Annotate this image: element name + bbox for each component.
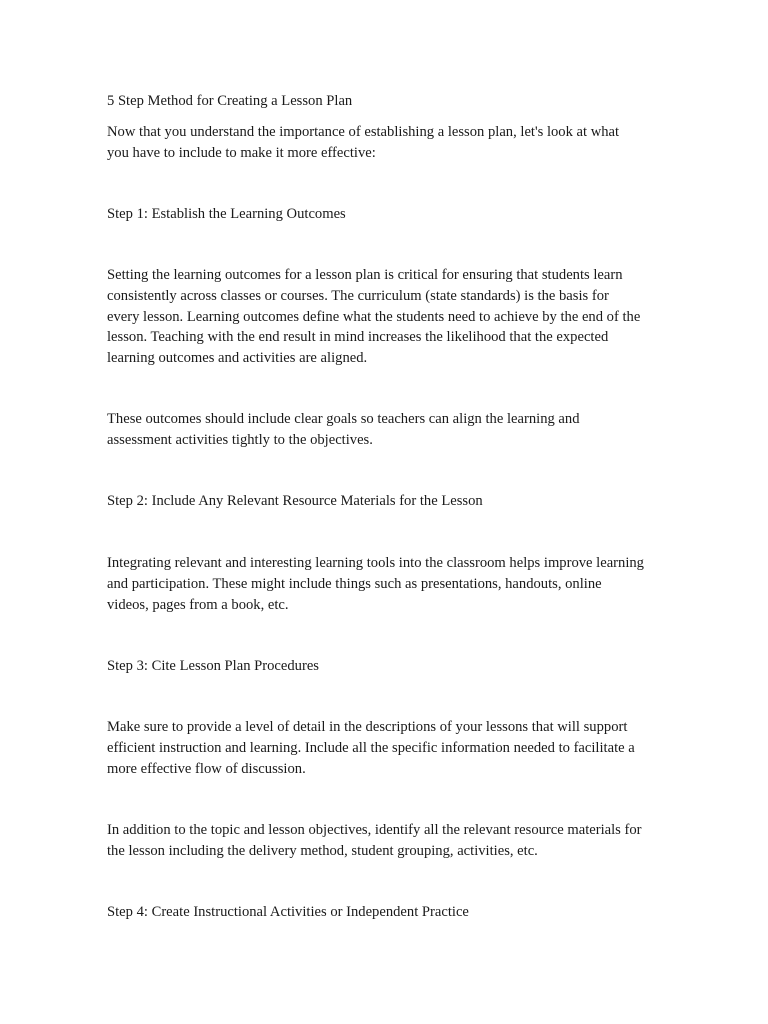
step-4-heading-text: Step 4: Create Instructional Activities or Independent Practice bbox=[107, 904, 469, 920]
step-3-paragraph-2 bbox=[107, 820, 667, 862]
step-3-heading bbox=[107, 656, 667, 677]
step-1-heading-text: Step 1: Establish the Learning Outcomes bbox=[107, 206, 346, 222]
step-2-heading-text: Step 2: Include Any Relevant Resource Materials for the Lesson bbox=[107, 493, 483, 509]
paragraph-line: These outcomes should include clear goals so teachers can align the learning and bbox=[107, 411, 580, 427]
step-3-heading-text: Step 3: Cite Lesson Plan Procedures bbox=[107, 658, 319, 674]
paragraph-line: assessment activities tightly to the objectives. bbox=[107, 431, 373, 448]
step-1-heading bbox=[107, 204, 667, 225]
paragraph-line: the lesson including the delivery method, student grouping, activities, etc. bbox=[107, 842, 538, 859]
paragraph-line: efficient instruction and learning. Include all the specific information needed to facilitate a bbox=[107, 739, 635, 756]
document-title bbox=[107, 91, 667, 112]
step-3-paragraph-1 bbox=[107, 717, 667, 779]
paragraph-line: Integrating relevant and interesting learning tools into the classroom helps improve learning bbox=[107, 555, 644, 571]
step-1-paragraph-2 bbox=[107, 409, 667, 451]
intro-line: you have to include to make it more effective: bbox=[107, 144, 376, 161]
intro-line: Now that you understand the importance of establishing a lesson plan, let's look at what bbox=[107, 124, 620, 140]
paragraph-line: In addition to the topic and lesson objectives, identify all the relevant resource materials for bbox=[107, 822, 642, 838]
step-4-heading bbox=[107, 902, 667, 923]
paragraph-line: lesson. Teaching with the end result in mind increases the likelihood that the expected bbox=[107, 329, 609, 346]
paragraph-line: and participation. These might include things such as presentations, handouts, online bbox=[107, 575, 602, 592]
step-2-paragraph-1 bbox=[107, 553, 667, 615]
paragraph-line: Setting the learning outcomes for a lesson plan is critical for ensuring that students learn bbox=[107, 267, 623, 283]
intro-paragraph bbox=[107, 122, 667, 164]
step-2-heading bbox=[107, 491, 667, 512]
paragraph-line: consistently across classes or courses. The curriculum (state standards) is the basis for bbox=[107, 287, 609, 304]
paragraph-line: videos, pages from a book, etc. bbox=[107, 596, 289, 613]
paragraph-line: every lesson. Learning outcomes define what the students need to achieve by the end of the bbox=[107, 308, 641, 325]
paragraph-line: Make sure to provide a level of detail in the descriptions of your lessons that will support bbox=[107, 719, 628, 735]
paragraph-line: learning outcomes and activities are aligned. bbox=[107, 350, 368, 367]
document-title-text: 5 Step Method for Creating a Lesson Plan bbox=[107, 93, 353, 109]
step-1-paragraph-1 bbox=[107, 265, 667, 369]
paragraph-line: more effective flow of discussion. bbox=[107, 760, 306, 777]
